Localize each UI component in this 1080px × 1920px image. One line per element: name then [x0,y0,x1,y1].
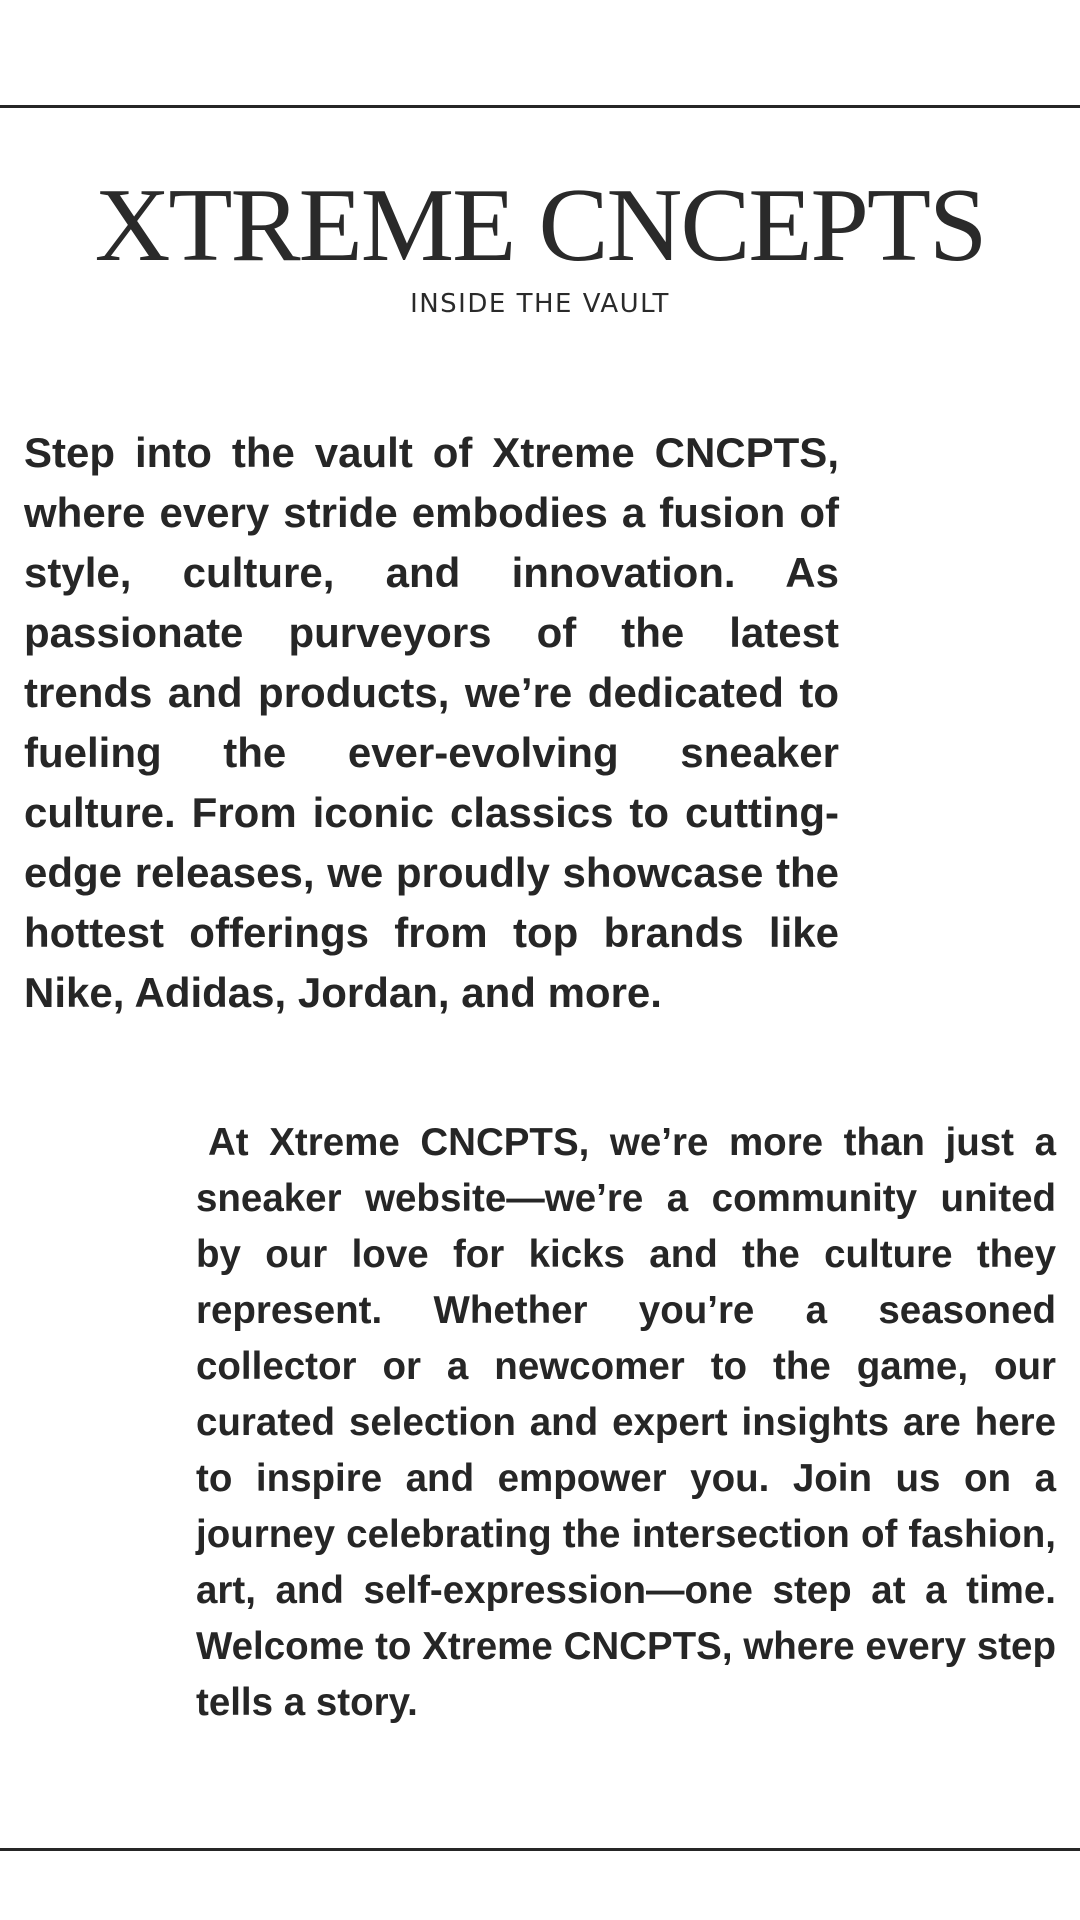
community-paragraph: At Xtreme CNCPTS, we’re more than just a sneaker website—we’re a community united by our love for kicks and the culture they represent. Whether you’re a seasoned collector or a newcomer to the game, our curated selection and expert insights are here to inspire and empower you. Join us on a journey celebrating the intersection of fashion, art, and self-expression—one step at a time. Welcome to Xtreme CNCPTS, where every step tells a story. [196,1121,1056,1724]
intro-paragraph: Step into the vault of Xtreme CNCPTS, where every stride embodies a fusion of style, culture, and innovation. As passionate purveyors of the latest trends and products, we’re dedicated to fueling the ever-evolving sneaker culture. From iconic classics to cutting-edge releases, we proudly showcase the hottest offerings from top brands like Nike, Adidas, Jordan, and more. [24,429,839,1016]
page-subtitle: INSIDE THE VAULT [410,289,670,319]
brand-title: XTREME CNCEPTS [94,166,986,283]
top-divider [0,105,1080,108]
bottom-divider [0,1848,1080,1851]
